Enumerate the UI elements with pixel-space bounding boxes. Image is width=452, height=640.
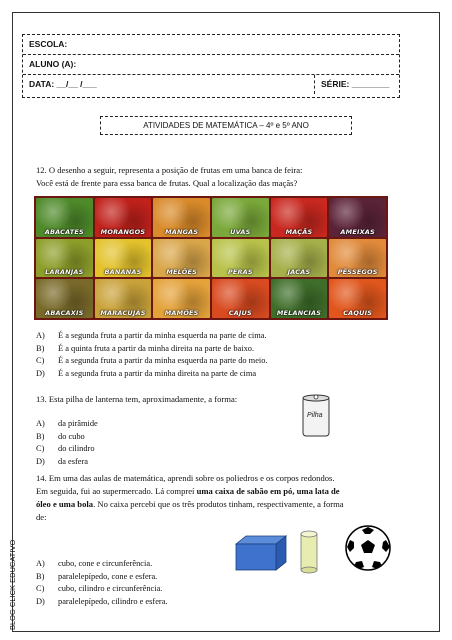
fruit-name: CAJUS [228,309,252,317]
option-letter: B) [36,571,45,581]
option-text: do cubo [58,431,85,441]
option-letter: C) [36,356,45,365]
side-label: BLOG CLICK EDUCATIVO [8,539,17,630]
fruit-cell [329,198,386,237]
fruit-cell [271,239,328,278]
q13-question: 13. Esta pilha de lanterna tem, aproximadamente, a forma: [36,394,238,404]
fruit-name: MARACUJÁS [100,309,146,317]
fruit-cell [36,198,93,237]
side-label-box [0,520,17,630]
school-label: ESCOLA: [29,39,68,49]
fruit-cell [36,279,93,318]
fruit-name: JACAS [287,268,311,277]
fruit-cell [271,198,328,237]
fruit-cell [212,279,269,318]
option-text: cubo, cone e circunferência. [58,559,153,568]
q14-line3a: óleo e uma bola [36,499,94,509]
q14-line2b: uma caixa de sabão em pó, uma lata de [196,486,340,496]
option-text: da pirâmide [58,419,98,428]
option-letter: C) [36,584,45,593]
date-label: DATA: __/__ /___ [29,79,97,89]
option-q13-2[interactable] [36,443,95,455]
option-text: do cilindro [58,444,95,453]
fruit-cell [36,239,93,278]
option-q14-1[interactable] [36,571,157,583]
fruit-name: MELANCIAS [276,309,322,317]
fruit-cell [212,239,269,278]
fruit-cell [329,279,386,318]
worksheet-title: ATIVIDADES DE MATEMÁTICA – 4º e 5º ANO [100,116,352,135]
box-icon [234,534,288,572]
option-text: É a segunda fruta a partir da minha esquerda na parte do meio. [58,356,268,365]
fruit-name: MAÇÃS [285,227,313,236]
option-text: É a segunda fruta a partir da minha esquerda na parte de cima. [58,331,267,340]
battery-label: Pilha [307,412,323,419]
fruit-name: UVAS [230,227,251,236]
option-letter: B) [36,431,45,441]
q14-line4: de: [36,512,47,522]
option-letter: B) [36,343,45,353]
cylinder-icon [299,530,319,574]
fruit-name: PÊSSEGOS [337,268,378,277]
fruit-name: ABACAXIS [45,309,84,317]
option-q13-1[interactable] [36,431,85,443]
fruit-stand-image [34,196,388,320]
fruit-name: MORANGOS [100,227,146,236]
grade-box [314,75,399,94]
option-q13-0[interactable] [36,418,98,430]
q12-line1: 12. O desenho a seguir, representa a posição de frutas em uma banca de feira: [36,165,303,175]
fruit-cell [153,279,210,318]
option-text: da esfera [58,456,88,466]
option-letter: D) [36,456,45,466]
option-text: paralelepípedo, cone e esfera. [58,571,158,581]
student-label: ALUNO (A): [29,59,77,69]
fruit-name: ABACATES [44,227,84,236]
option-letter: A) [36,331,45,340]
fruit-cell [95,198,152,237]
fruit-name: PERAS [227,268,253,277]
q14-line2 [36,485,340,498]
q14-line3b: . No caixa percebi que os três produtos tinham, respectivamente, a forma [93,499,344,509]
fruit-name: AMEIXAS [340,227,375,236]
option-letter: C) [36,444,45,453]
fruit-cell [329,239,386,278]
option-q14-0[interactable] [36,558,152,570]
date-row [23,75,399,96]
option-q12-2[interactable] [36,355,268,367]
fruit-cell [212,198,269,237]
option-q13-3[interactable] [36,456,88,468]
q14-line3 [36,498,344,511]
option-q12-0[interactable] [36,330,267,342]
fruit-name: MELÕES [166,268,197,277]
student-header [22,34,400,98]
fruit-name: LARANJAS [45,268,84,277]
soccer-ball-icon [344,524,392,572]
option-q12-3[interactable] [36,368,256,380]
option-q12-1[interactable] [36,343,254,355]
option-q14-2[interactable] [36,583,162,595]
fruit-cell [153,239,210,278]
fruit-cell [153,198,210,237]
q14-line1: 14. Em uma das aulas de matemática, aprendi sobre os poliedros e os corpos redondos. [36,473,335,483]
option-text: cubo, cilindro e circunferência. [58,584,163,593]
option-letter: A) [36,559,45,568]
q12-line2: Você está de frente para essa banca de frutas. Qual a localização das maçãs? [36,178,298,188]
option-letter: A) [36,419,45,428]
option-text: paralelepípedo, cilindro e esfera. [58,596,168,606]
grade-label: SÉRIE: ________ [321,79,390,89]
fruit-cell [95,239,152,278]
fruit-name: BANANAS [104,268,142,277]
option-text: É a segunda fruta a partir da minha direita na parte de cima [58,368,257,378]
battery-icon [300,392,334,440]
fruit-cell [95,279,152,318]
fruit-name: CAQUIS [343,309,373,317]
school-row [23,35,399,55]
option-q14-3[interactable] [36,596,168,608]
q14-line2a: Em seguida, fui ao supermercado. Lá compreí [36,486,197,496]
fruit-cell [271,279,328,318]
option-letter: D) [36,368,45,378]
student-row [23,55,399,75]
fruit-name: MAMÕES [164,309,199,317]
fruit-name: MANGAS [165,227,199,236]
option-text: É a quinta fruta a partir da minha direita na parte de baixo. [58,343,255,353]
option-letter: D) [36,596,45,606]
